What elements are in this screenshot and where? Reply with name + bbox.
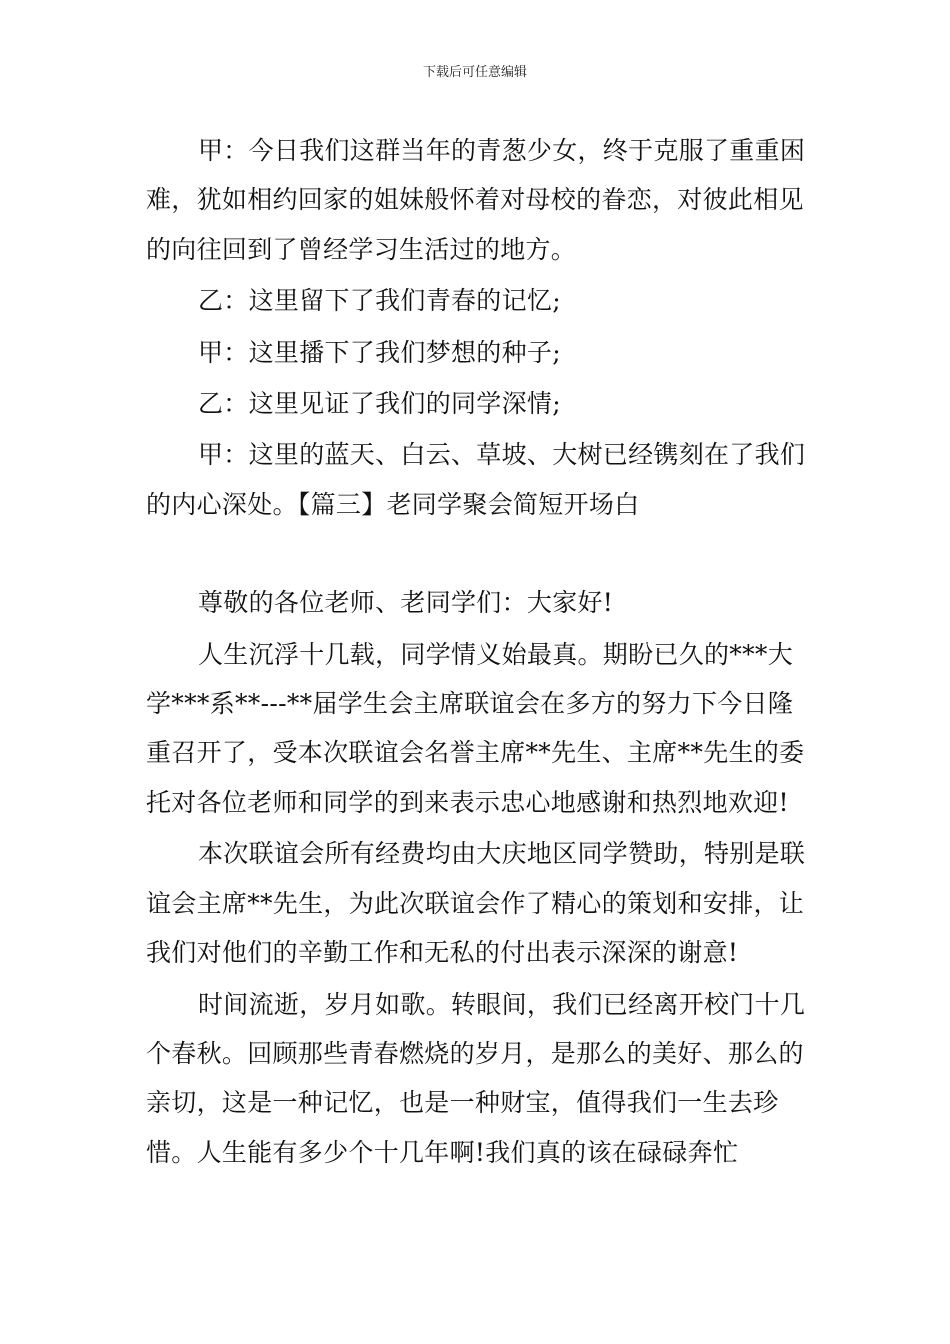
paragraph: 甲：这里播下了我们梦想的种子;: [198, 337, 561, 367]
paragraph: 乙：这里留下了我们青春的记忆;: [198, 286, 561, 316]
paragraph: 甲：今日我们这群当年的青葱少女，终于克服了重重困难，犹如相约回家的姐妹般怀着对母校的眷恋，对彼此相见的向往回到了曾经学习生活过的地方。: [146, 136, 806, 264]
page-header: 下载后可任意编辑: [422, 65, 527, 80]
paragraph: 本次联谊会所有经费均由大庆地区同学赞助，特别是联谊会主席**先生，为此次联谊会作了精心的策划和安排，让我们对他们的辛勤工作和无私的付出表示深深的谢意!: [146, 839, 806, 968]
paragraph: 时间流逝，岁月如歌。转眼间，我们已经离开校门十几个春秋。回顾那些青春燃烧的岁月，是那么的美好、那么的亲切，这是一种记忆，也是一种财宝，值得我们一生去珍惜。人生能有多少个十几年啊!我们真的该在碌碌奔忙: [146, 989, 806, 1167]
document-body: [146, 126, 814, 1179]
paragraph: 人生沉浮十几载，同学情义始最真。期盼已久的***大学***系**---**届学生会主席联谊会在多方的努力下今日隆重召开了，受本次联谊会名誉主席**先生、主席**先生的委托对各位老师和同学的到来表示忠心地感谢和热烈地欢迎!: [146, 639, 805, 817]
paragraph: 甲：这里的蓝天、白云、草坡、大树已经镌刻在了我们的内心深处。【篇三】老同学聚会简短开场白: [146, 440, 806, 519]
paragraph: 乙：这里见证了我们的同学深情;: [198, 389, 561, 419]
greeting-paragraph: 尊敬的各位老师、老同学们：大家好!: [198, 588, 614, 618]
